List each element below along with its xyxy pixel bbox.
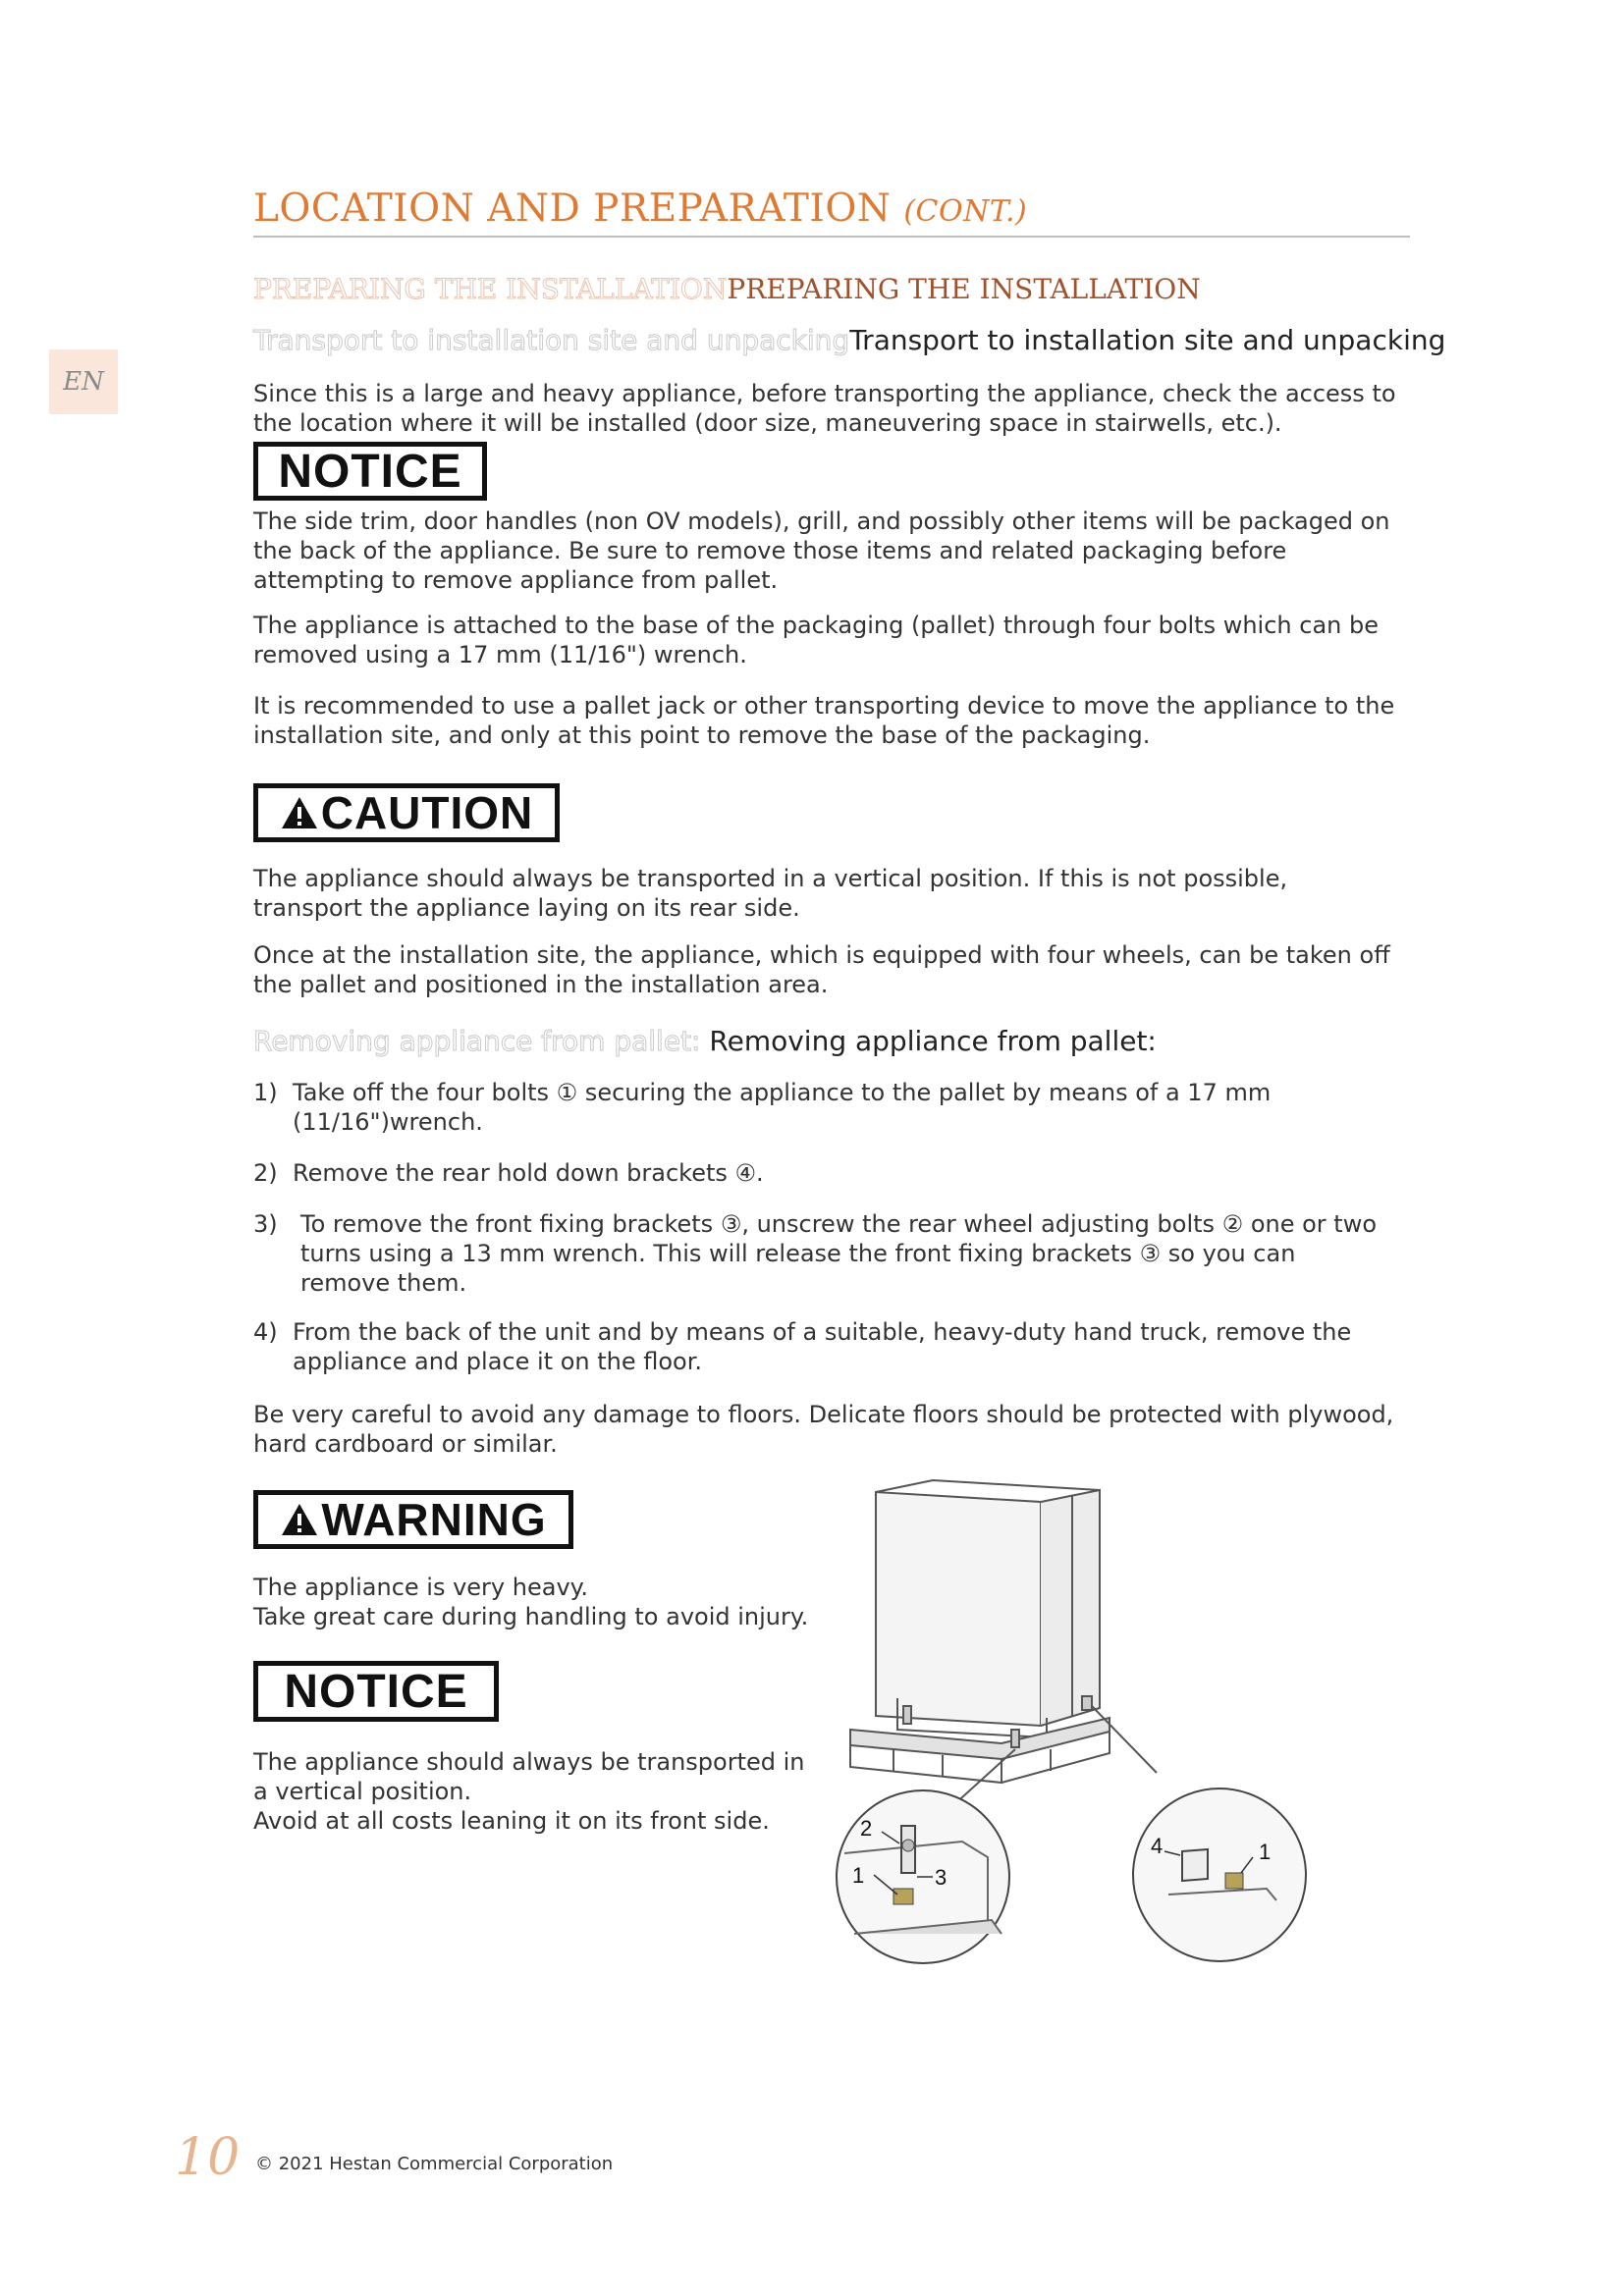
notice-sign-2	[253, 1661, 499, 1722]
callout-3: 3	[935, 1865, 947, 1890]
page-title	[253, 187, 1027, 231]
callout-1: 1	[852, 1863, 865, 1888]
subheading-removing-ghost: Removing appliance from pallet:	[253, 1025, 701, 1057]
wheels-paragraph: Once at the installation site, the appliance, which is equipped with four wheels, can be taken off the pallet and positioned in the installation area.	[253, 941, 1390, 998]
notice-2-line-2: Avoid at all costs leaning it on its front side.	[253, 1807, 770, 1835]
page-number: 10	[175, 2128, 241, 2187]
caution-label: CAUTION	[320, 787, 534, 838]
subheading-removing	[253, 1025, 1157, 1057]
step-number: 4)	[253, 1318, 278, 1346]
warning-triangle-icon	[280, 795, 319, 830]
copyright: © 2021 Hestan Commercial Corporation	[255, 2154, 614, 2174]
callout-4: 4	[1151, 1834, 1164, 1858]
step-text: Remove the rear hold down brackets ④.	[293, 1159, 764, 1187]
warning-label: WARNING	[321, 1494, 547, 1545]
section-heading	[253, 273, 1201, 305]
subheading-transport	[253, 324, 1445, 356]
notice-paragraph: The side trim, door handles (non OV models), grill, and possibly other items will be packaged on the back of the appliance. Be sure to remove those items and related packaging before attempting to remove appliance from pallet.	[253, 507, 1390, 594]
step-text: To remove the front fixing brackets ③, unscrew the rear wheel adjusting bolts ② one or two turns using a 13 mm wrench. This will release the front fixing brackets ③ so you can remove them.	[300, 1210, 1378, 1297]
section-heading-text: PREPARING THE INSTALLATION	[727, 273, 1201, 305]
subheading-transport-ghost: Transport to installation site and unpacking	[253, 324, 850, 356]
warning-triangle-icon	[280, 1502, 319, 1537]
subheading-transport-text: Transport to installation site and unpacking	[849, 324, 1446, 356]
floor-care-paragraph: Be very careful to avoid any damage to floors. Delicate floors should be protected with plywood, hard cardboard or similar.	[253, 1401, 1394, 1458]
page-title-text: LOCATION AND PREPARATION	[253, 187, 892, 231]
pallet-jack-paragraph: It is recommended to use a pallet jack or other transporting device to move the appliance to the installation site, and only at this point to remove the base of the packaging.	[253, 692, 1395, 749]
step-text: From the back of the unit and by means of a suitable, heavy-duty hand truck, remove the appliance and place it on the floor.	[293, 1318, 1352, 1375]
notice-2-text	[253, 1747, 813, 1836]
section-heading-ghost: PREPARING THE INSTALLATION	[253, 273, 728, 305]
transport-intro: Since this is a large and heavy appliance, before transporting the appliance, check the access to the location where it will be installed (door size, maneuvering space in stairwells, etc.).	[253, 380, 1396, 437]
caution-sign	[253, 783, 560, 842]
step-text: Take off the four bolts ① securing the appliance to the pallet by means of a 17 mm (11/16")wrench.	[293, 1079, 1272, 1136]
warning-line-1: The appliance is very heavy.	[253, 1574, 589, 1601]
warning-text	[253, 1573, 823, 1631]
notice-2-line-1: The appliance should always be transported in a vertical position.	[253, 1748, 805, 1805]
warning-line-2: Take great care during handling to avoid injury.	[253, 1603, 809, 1630]
step-number: 1)	[253, 1079, 278, 1106]
vertical-transport-paragraph: The appliance should always be transported in a vertical position. If this is not possible, transport the appliance laying on its rear side.	[253, 865, 1288, 922]
bolts-paragraph: The appliance is attached to the base of the packaging (pallet) through four bolts which can be removed using a 17 mm (11/16") wrench.	[253, 612, 1379, 668]
page-title-suffix: (CONT.)	[903, 194, 1028, 229]
notice-label: NOTICE	[278, 445, 462, 498]
callout-2: 2	[860, 1816, 873, 1841]
removal-steps	[253, 1078, 1402, 1375]
notice-sign	[253, 442, 487, 501]
title-divider	[253, 236, 1410, 238]
subheading-removing-text: Removing appliance from pallet:	[709, 1025, 1157, 1057]
step-number: 3)	[253, 1210, 278, 1238]
language-label: EN	[63, 367, 104, 397]
language-tab[interactable]	[49, 349, 118, 414]
notice-label: NOTICE	[284, 1665, 468, 1718]
warning-sign	[253, 1490, 573, 1549]
step-number: 2)	[253, 1159, 278, 1187]
rear-bracket-detail	[1133, 1789, 1306, 1961]
pallet-removal-illustration	[815, 1472, 1404, 1993]
callout-1-rear: 1	[1259, 1840, 1272, 1864]
